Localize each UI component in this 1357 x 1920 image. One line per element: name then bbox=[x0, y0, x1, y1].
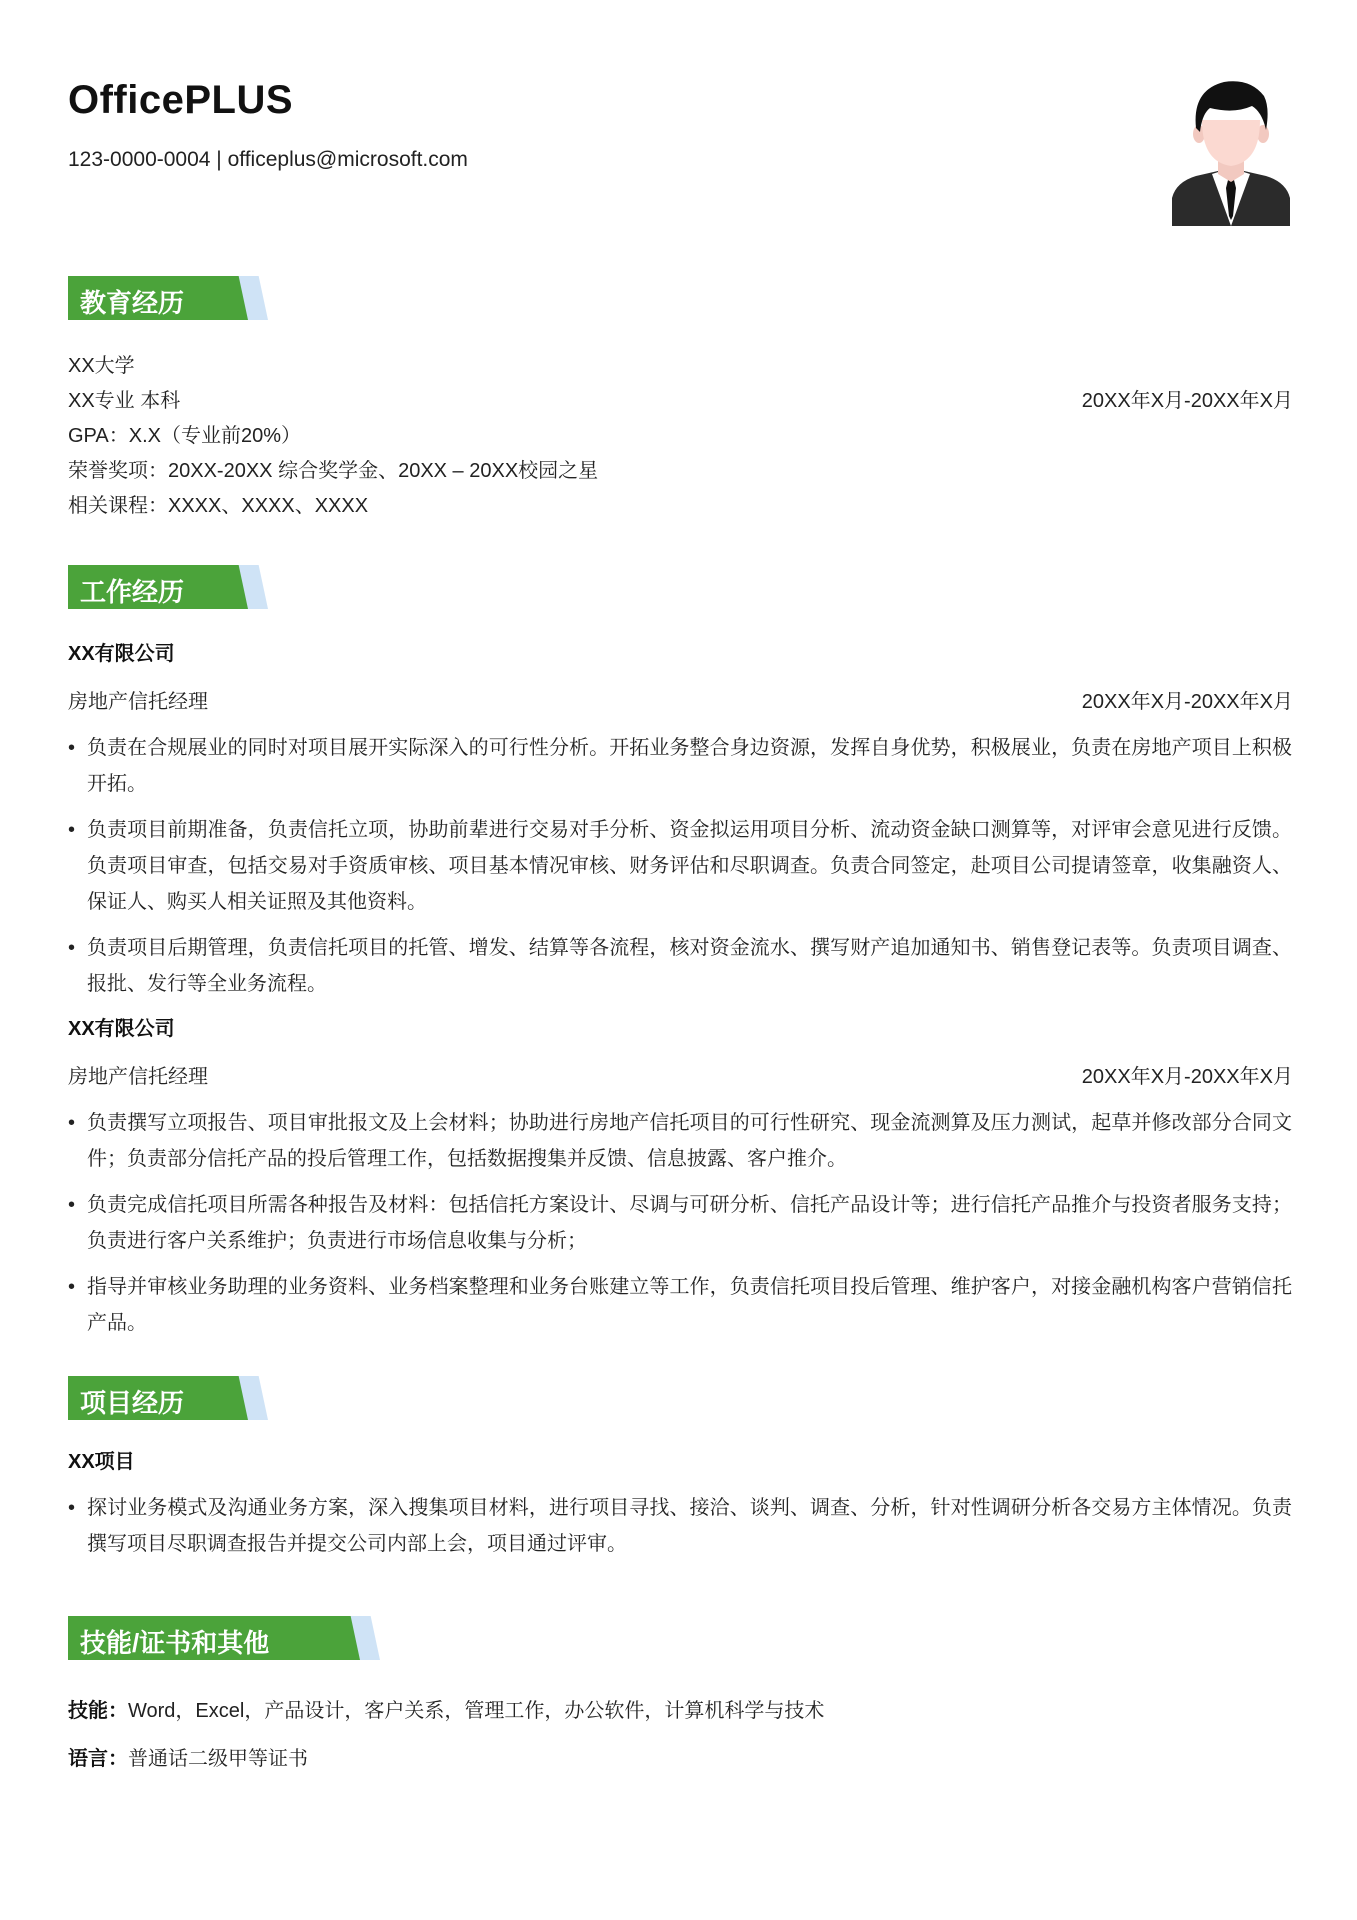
language-value: 普通话二级甲等证书 bbox=[128, 1748, 308, 1770]
honors: 荣誉奖项：20XX-20XX 综合奖学金、20XX – 20XX校园之星 bbox=[68, 460, 599, 482]
list-item: • 指导并审核业务助理的业务资料、业务档案整理和业务台账建立等工作，负责信托项目投后管理、维护客户，对接金融机构客户营销信托产品。 bbox=[68, 1269, 1292, 1341]
courses: 相关课程：XXXX、XXXX、XXXX bbox=[68, 495, 369, 517]
language-line bbox=[68, 1745, 308, 1773]
candidate-name: OfficePLUS bbox=[68, 78, 294, 122]
company-name: XX有限公司 bbox=[68, 1018, 175, 1040]
language-key: 语言： bbox=[68, 1748, 128, 1770]
project-bullets bbox=[68, 1490, 1292, 1572]
contact-info: 123-0000-0004 | officeplus@microsoft.com bbox=[68, 148, 468, 171]
project-name: XX项目 bbox=[68, 1451, 135, 1473]
list-item: • 负责撰写立项报告、项目审批报文及上会材料；协助进行房地产信托项目的可行性研究、现金流测算及压力测试，起草并修改部分合同文件；负责部分信托产品的投后管理工作，包括数据搜集并反馈、信息披露、客户推介。 bbox=[68, 1105, 1292, 1177]
education-date: 20XX年X月-20XX年X月 bbox=[1081, 390, 1293, 412]
job-date: 20XX年X月-20XX年X月 bbox=[1081, 1066, 1293, 1088]
section-title: 工作经历 bbox=[80, 577, 185, 607]
job-bullets bbox=[68, 730, 1292, 1012]
major-degree: XX专业 本科 bbox=[68, 390, 181, 412]
skills-line bbox=[68, 1697, 824, 1725]
section-title: 项目经历 bbox=[80, 1388, 185, 1418]
list-item: • 负责项目后期管理，负责信托项目的托管、增发、结算等各流程，核对资金流水、撰写财产追加通知书、销售登记表等。负责项目调查、报批、发行等全业务流程。 bbox=[68, 930, 1292, 1002]
avatar-icon bbox=[1172, 76, 1290, 226]
skills-key: 技能： bbox=[68, 1700, 128, 1722]
list-item: • 负责项目前期准备，负责信托立项，协助前辈进行交易对手分析、资金拟运用项目分析、流动资金缺口测算等，对评审会意见进行反馈。负责项目审查，包括交易对手资质审核、项目基本情况审核、财务评估和尽职调查。负责合同签定，赴项目公司提请签章，收集融资人、保证人、购买人相关证照及其他资料。 bbox=[68, 812, 1292, 920]
job-role: 房地产信托经理 bbox=[68, 691, 208, 713]
skills-value: Word，Excel，产品设计，客户关系，管理工作，办公软件，计算机科学与技术 bbox=[128, 1700, 825, 1722]
company-name: XX有限公司 bbox=[68, 643, 175, 665]
list-item: • 负责完成信托项目所需各种报告及材料：包括信托方案设计、尽调与可研分析、信托产品设计等；进行信托产品推介与投资者服务支持；负责进行客户关系维护；负责进行市场信息收集与分析； bbox=[68, 1187, 1292, 1259]
job-role: 房地产信托经理 bbox=[68, 1066, 208, 1088]
school-name: XX大学 bbox=[68, 355, 135, 377]
section-title: 教育经历 bbox=[80, 288, 185, 318]
job-bullets bbox=[68, 1105, 1292, 1351]
gpa: GPA：X.X（专业前20%） bbox=[68, 425, 302, 447]
list-item: • 负责在合规展业的同时对项目展开实际深入的可行性分析。开拓业务整合身边资源，发挥自身优势，积极展业，负责在房地产项目上积极开拓。 bbox=[68, 730, 1292, 802]
list-item: • 探讨业务模式及沟通业务方案，深入搜集项目材料，进行项目寻找、接洽、谈判、调查、分析，针对性调研分析各交易方主体情况。负责撰写项目尽职调查报告并提交公司内部上会，项目通过评审。 bbox=[68, 1490, 1292, 1562]
job-date: 20XX年X月-20XX年X月 bbox=[1081, 691, 1293, 713]
section-title: 技能/证书和其他 bbox=[80, 1628, 270, 1658]
